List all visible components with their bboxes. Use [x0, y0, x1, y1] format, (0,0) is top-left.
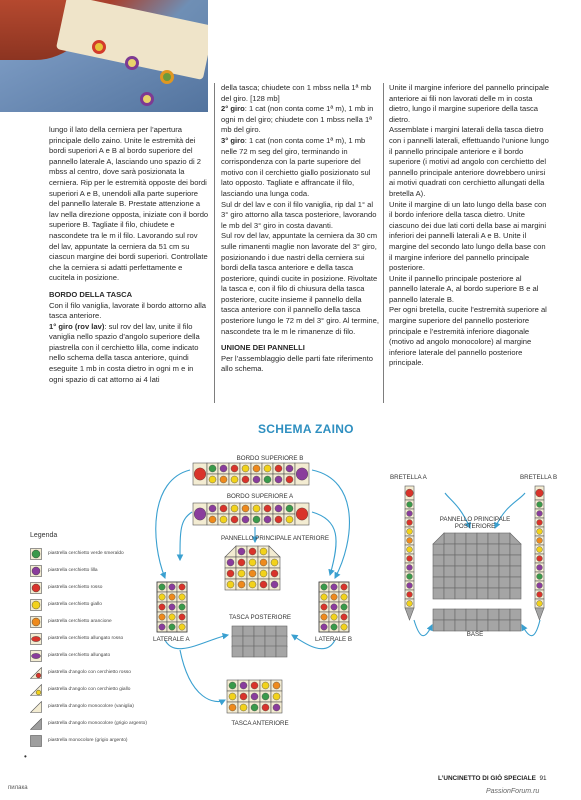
tile-circle: [341, 604, 347, 610]
tile-circle: [407, 502, 413, 508]
tile-circle: [262, 693, 269, 700]
tile-circle: [260, 548, 267, 555]
grey-tile: [466, 566, 477, 577]
paragraph: Unite il margine inferiore del pannello principale anteriore ai fili non lavorati delle m in costa dietro, lungo il margine superiore della tasca dietro.: [389, 83, 552, 124]
tile-circle: [341, 624, 347, 630]
tile-oval: [194, 508, 206, 520]
tile-circle: [209, 505, 216, 512]
paragraph: Con il filo vaniglia, lavorate il bordo attorno alla tasca anteriore.: [49, 300, 209, 321]
bretella-b-tip: [535, 608, 544, 620]
footer-magazine: [438, 775, 547, 782]
tile-circle: [271, 581, 278, 588]
grey-tile: [444, 609, 455, 620]
legend-item: [30, 545, 147, 562]
grey-tile: [510, 577, 521, 588]
grey-tile: [455, 588, 466, 599]
corner-tile: [225, 546, 236, 557]
tile-circle: [249, 581, 256, 588]
grey-tile: [510, 566, 521, 577]
footer-site: PassionForum.ru: [486, 788, 540, 795]
tile-circle: [249, 570, 256, 577]
grey-tile: [488, 555, 499, 566]
tile-circle: [331, 594, 337, 600]
legend-swatch: [30, 599, 42, 611]
tile-circle: [286, 505, 293, 512]
tile-circle: [253, 476, 260, 483]
legend-label: piastrella cerchietto giallo: [48, 602, 102, 607]
tile-circle: [331, 584, 337, 590]
legend-item: [30, 613, 147, 630]
tile-circle: [286, 516, 293, 523]
tile-circle: [169, 624, 175, 630]
legend: [30, 532, 147, 749]
tile-circle: [275, 505, 282, 512]
tile-circle: [231, 516, 238, 523]
tile-circle: [229, 682, 236, 689]
tile-circle: [407, 556, 413, 562]
grey-tile: [455, 533, 466, 544]
tile-circle: [179, 614, 185, 620]
legend-label: piastrella cerchietto arancione: [48, 619, 112, 624]
grey-tile: [265, 626, 276, 637]
grey-tile: [488, 609, 499, 620]
tile-circle: [242, 465, 249, 472]
magazine-name: L’UNCINETTO DI GIÒ SPECIALE: [438, 775, 536, 782]
tile-circle: [537, 592, 543, 598]
grey-tile: [276, 626, 287, 637]
tile-circle: [260, 581, 267, 588]
tile-circle: [407, 592, 413, 598]
tile-circle: [238, 548, 245, 555]
grey-tile: [444, 566, 455, 577]
legend-swatch: [30, 650, 42, 662]
round-label: 1° giro (rov lav): [49, 321, 105, 331]
tile-circle: [407, 520, 413, 526]
tile-circle: [286, 465, 293, 472]
grey-tile: [466, 544, 477, 555]
schema-title: SCHEMA ZAINO: [258, 422, 354, 436]
grey-tile: [488, 577, 499, 588]
grey-tile: [243, 626, 254, 637]
paragraph: della tasca; chiudete con 1 mbss nella 1ª mb del giro. [128 mb]: [221, 83, 374, 103]
tile-circle: [260, 570, 267, 577]
tile-circle: [242, 505, 249, 512]
grey-tile: [466, 577, 477, 588]
grey-tile: [510, 555, 521, 566]
tile-circle: [275, 465, 282, 472]
tile-circle: [227, 581, 234, 588]
tile-circle: [407, 574, 413, 580]
tile-circle: [249, 548, 256, 555]
assembly-arrow: [180, 512, 192, 560]
tile-circle: [231, 505, 238, 512]
grey-tile: [254, 646, 265, 657]
legend-label: piastrella monocolore (grigio argento): [48, 738, 128, 743]
corner-tile-grey: [510, 533, 521, 544]
tile-circle: [251, 704, 258, 711]
tile-circle: [240, 704, 247, 711]
tile-circle: [264, 465, 271, 472]
tile-circle: [209, 476, 216, 483]
tile-circle: [227, 570, 234, 577]
tile-circle: [220, 505, 227, 512]
grey-tile: [444, 544, 455, 555]
label-bretella-a: BRETELLA A: [390, 474, 427, 481]
tile-circle: [227, 559, 234, 566]
tile-circle: [341, 594, 347, 600]
grey-tile: [444, 533, 455, 544]
tile-circle: [275, 476, 282, 483]
tile-circle: [264, 516, 271, 523]
footer-left-text: пилака: [8, 785, 28, 791]
tile-circle: [321, 624, 327, 630]
round-label: 3° giro: [221, 135, 245, 145]
assembly-arrow: [156, 470, 190, 578]
tile-circle: [209, 516, 216, 523]
legend-swatch: [30, 684, 42, 696]
tile-circle: [253, 516, 260, 523]
tile-circle: [341, 614, 347, 620]
tile-circle: [220, 516, 227, 523]
round-label: 2° giro: [221, 104, 245, 114]
label-laterale-a: LATERALE A: [153, 636, 190, 643]
grey-tile: [499, 533, 510, 544]
legend-label: piastrella d’angolo monocolore (grigio argento): [48, 721, 147, 726]
legend-label: piastrella cerchietto allungato rosso: [48, 636, 124, 641]
grey-tile: [232, 646, 243, 657]
tile-circle: [240, 682, 247, 689]
grey-tile: [455, 566, 466, 577]
legend-item: [30, 562, 147, 579]
tile-circle: [159, 624, 165, 630]
label-bordo-superiore-b: BORDO SUPERIORE B: [236, 455, 304, 462]
grey-tile: [466, 620, 477, 631]
tile-circle: [273, 682, 280, 689]
tile-circle: [407, 538, 413, 544]
tile-circle: [275, 516, 282, 523]
tile-circle: [159, 584, 165, 590]
tile-circle: [273, 704, 280, 711]
tile-circle: [271, 570, 278, 577]
legend-swatch: [30, 667, 42, 679]
paragraph: Unite il pannello principale posteriore al pannello laterale A, al bordo superiore B e al pannello laterale B.: [389, 273, 541, 304]
tile-circle: [262, 682, 269, 689]
tile-circle: [407, 511, 413, 517]
paragraph: Assemblate i margini laterali della tasca dietro con i pannelli laterali, effettuando l’unione lungo il pannello principale anteriore e il bordo superiore (i motivi ad angolo con cerchietto del pannello principale anteriore dovrebbero unirsi ai motivi quadrati con cerchietto allungati della bretella A).: [389, 125, 551, 198]
tile-circle: [251, 693, 258, 700]
grey-tile: [433, 544, 444, 555]
grey-tile: [488, 533, 499, 544]
legend-item: [30, 698, 147, 715]
tile-circle: [407, 565, 413, 571]
legend-swatch: [30, 633, 42, 645]
tile-circle: [253, 505, 260, 512]
paragraph: Sul rov del lav, appuntate la cerniera da 30 cm sulle rimanenti maglie non lavorate del 3° giro, posizionando i due nastri della cerniera sui bordi della tasca anteriore e della tasca posteriore, quindi cucite in posizione. Rivoltate la tasca e, con il filo di chiusura della tasca posteriore, cucite insieme il pannello della tasca anteriore con il pannello della tasca posteriore lungo le 72 m del 3° giro. Al termine, nascondete tra le m le rimanenze di filo.: [221, 231, 382, 336]
grey-tile: [243, 636, 254, 647]
grey-tile: [477, 588, 488, 599]
legend-label: piastrella d’angolo monocolore (vaniglia): [48, 704, 134, 709]
paragraph: 1° giro (rov lav): sul rov del lav, unite il filo vaniglia nello spazio d’angolo superiore della piastrella con il cerchietto lilla, come indicato nello schema della tasca anteriore, quindi eseguite 1 mb in costa dietro in ogni m e in ogni spazio di cat attorno ai 4 lati: [49, 321, 202, 384]
tile-circle: [253, 465, 260, 472]
tile-circle: [321, 594, 327, 600]
grey-tile: [455, 544, 466, 555]
tile-circle: [273, 693, 280, 700]
grey-tile: [477, 609, 488, 620]
legend-item: [30, 732, 147, 749]
tile-circle: [249, 559, 256, 566]
tile-circle: [159, 614, 165, 620]
assembly-arrow: [414, 620, 432, 636]
paragraph: 2° giro: 1 cat (non conta come 1ª m), 1 mb in ogni m del giro; chiudete con 1 mbss nella 1ª mb del giro.: [221, 104, 376, 135]
label-base: BASE: [466, 631, 484, 638]
tile-circle: [179, 584, 185, 590]
paragraph: lungo il lato della cerniera per l’apertura principale dello zaino. Unite le estremità dei bordi superiori A e B al bordo superiore del pannello laterale A, lasciando uno spazio di 2 mbss al centro, dove sarà posizionata la cerniera. Rip per le estremità opposte dei bordi superiori A e B, unendoli alla parte superiore del pannello laterale B. Prestate attenzione a lav nella direzione opposta, iniziate con il bordo superiore B. Tagliate il filo, chiudete e nascondete tra le m il filo. Lavorando sul rov del lav, appuntate la cerniera da 51 cm su ciascun margine dei bordi superiori. Controllate che la cerniera si adatti perfettamente e cucitela in posizione.: [49, 125, 211, 283]
grey-tile: [488, 620, 499, 631]
tile-circle: [407, 529, 413, 535]
grey-tile: [499, 609, 510, 620]
grey-tile: [433, 588, 444, 599]
tile-circle: [220, 465, 227, 472]
grey-tile: [444, 620, 455, 631]
paragraph: Per ogni bretella, cucite l’estremità superiore al margine superiore del pannello posteriore principale e l’estremità inferiore diagonale (motivo ad angolo monocolore) al margine inferiore laterale del pannello posteriore principale.: [389, 305, 549, 368]
tile-circle: [169, 584, 175, 590]
grey-tile: [455, 555, 466, 566]
tile-circle: [169, 604, 175, 610]
assembly-arrow: [312, 512, 336, 575]
grey-tile: [488, 588, 499, 599]
tile-circle: [264, 476, 271, 483]
tile-circle: [537, 502, 543, 508]
tile-circle: [240, 693, 247, 700]
tile-circle: [231, 465, 238, 472]
grey-tile: [510, 544, 521, 555]
tile-circle: [537, 538, 543, 544]
tile-circle: [537, 520, 543, 526]
label-tasca-posteriore: TASCA POSTERIORE: [228, 614, 292, 621]
tile-circle: [286, 476, 293, 483]
grey-tile: [433, 609, 444, 620]
label-pannello-principale-posteriore: PANNELLO PRINCIPALE POSTERIORE: [439, 516, 511, 530]
grey-tile: [499, 555, 510, 566]
grey-tile: [477, 620, 488, 631]
tile-circle: [537, 511, 543, 517]
tile-circle: [209, 465, 216, 472]
legend-item: [30, 630, 147, 647]
grey-tile: [444, 588, 455, 599]
label-laterale-b: LATERALE B: [315, 636, 353, 643]
grey-tile: [477, 566, 488, 577]
assembly-arrow: [522, 620, 540, 636]
grey-tile: [499, 577, 510, 588]
legend-swatch: [30, 582, 42, 594]
bretella-a-tip: [405, 608, 414, 620]
tile-circle: [238, 581, 245, 588]
grey-tile: [254, 626, 265, 637]
grey-tile: [499, 620, 510, 631]
grey-tile: [455, 577, 466, 588]
grey-tile: [254, 636, 265, 647]
tile-circle: [242, 476, 249, 483]
legend-label: piastrella d’angolo con cerchietto rosso: [48, 670, 131, 675]
tile-circle: [407, 583, 413, 589]
tile-circle: [220, 476, 227, 483]
grey-tile: [477, 555, 488, 566]
tile-circle: [169, 594, 175, 600]
legend-item: [30, 664, 147, 681]
grey-tile: [455, 609, 466, 620]
corner-tile: [269, 546, 280, 557]
tile-circle: [341, 584, 347, 590]
tile-circle: [262, 704, 269, 711]
grey-tile: [433, 555, 444, 566]
grey-tile: [433, 566, 444, 577]
grey-tile: [466, 555, 477, 566]
grey-tile: [444, 555, 455, 566]
tile-circle: [537, 565, 543, 571]
tile-circle: [238, 559, 245, 566]
legend-item: [30, 715, 147, 732]
corner-tile-grey: [433, 533, 444, 544]
tile-circle: [321, 604, 327, 610]
grey-tile: [499, 544, 510, 555]
grey-tile: [276, 636, 287, 647]
grey-tile: [477, 533, 488, 544]
legend-item: [30, 681, 147, 698]
tile-circle: [537, 556, 543, 562]
legend-label: piastrella cerchietto rosso: [48, 585, 103, 590]
legend-item: [30, 579, 147, 596]
legend-label: piastrella cerchietto allungato: [48, 653, 111, 658]
tile-circle: [231, 476, 238, 483]
tile-circle: [264, 505, 271, 512]
grey-tile: [232, 626, 243, 637]
grey-tile: [499, 566, 510, 577]
legend-swatch: [30, 548, 42, 560]
legend-item: [30, 596, 147, 613]
legend-label: piastrella cerchietto lilla: [48, 568, 98, 573]
label-tasca-anteriore: TASCA ANTERIORE: [231, 720, 289, 727]
label-bordo-superiore-a: BORDO SUPERIORE A: [226, 493, 294, 500]
grey-tile: [466, 533, 477, 544]
grey-tile: [477, 577, 488, 588]
tile-oval: [296, 468, 308, 480]
tile-circle: [229, 704, 236, 711]
tile-circle: [229, 693, 236, 700]
grey-tile: [276, 646, 287, 657]
grey-tile: [488, 544, 499, 555]
tile-circle: [238, 570, 245, 577]
tile-circle: [537, 547, 543, 553]
grey-tile: [243, 646, 254, 657]
tile-circle: [260, 559, 267, 566]
legend-swatch: [30, 565, 42, 577]
section-heading: BORDO DELLA TASCA: [49, 289, 133, 299]
tile-circle: [537, 583, 543, 589]
legend-swatch: [30, 701, 42, 713]
tile-circle: [331, 624, 337, 630]
legend-swatch: [30, 616, 42, 628]
section-heading: UNIONE DEI PANNELLI: [221, 343, 305, 353]
grey-tile: [232, 636, 243, 647]
legend-item: [30, 647, 147, 664]
tile-circle: [179, 594, 185, 600]
tile-oval: [536, 489, 544, 497]
grey-tile: [433, 620, 444, 631]
grey-tile: [265, 646, 276, 657]
legend-label: piastrella cerchietto verde smeraldo: [48, 551, 124, 556]
tile-circle: [251, 682, 258, 689]
grey-tile: [466, 588, 477, 599]
tile-circle: [331, 614, 337, 620]
page-number: 91: [539, 775, 547, 782]
paragraph: 3° giro: 1 cat (non conta come 1ª m), 1 mb nelle 72 m seg del giro, terminando in corrispondenza con la parte superiore del motivo con il cerchietto giallo posizionato sul lato opposto. Tagliate e affrancate il filo, lasciando una lunga coda.: [221, 135, 373, 198]
grey-tile: [510, 620, 521, 631]
grey-tile: [477, 544, 488, 555]
tile-circle: [179, 604, 185, 610]
tile-circle: [407, 547, 413, 553]
tile-circle: [169, 614, 175, 620]
tile-circle: [271, 559, 278, 566]
assembly-arrow: [180, 650, 225, 702]
grey-tile: [510, 588, 521, 599]
grey-tile: [510, 609, 521, 620]
legend-swatch: [30, 718, 42, 730]
tile-circle: [321, 584, 327, 590]
grey-tile: [499, 588, 510, 599]
grey-tile: [444, 577, 455, 588]
tile-circle: [179, 624, 185, 630]
tile-oval: [296, 508, 308, 520]
grey-tile: [265, 636, 276, 647]
grey-tile: [488, 566, 499, 577]
legend-bullet: •: [24, 752, 27, 761]
label-pannello-principale-anteriore: PANNELLO PRINCIPALE ANTERIORE: [220, 535, 330, 542]
grey-tile: [466, 609, 477, 620]
tile-circle: [331, 604, 337, 610]
tile-circle: [537, 601, 543, 607]
tile-circle: [407, 601, 413, 607]
grey-tile: [433, 577, 444, 588]
legend-swatch: [30, 735, 42, 747]
paragraph: Unite il margine di un lato lungo della base con il bordo inferiore della tasca dietro. Unite ciascuno dei due lati corti della base ai margini inferiori dei pannelli laterali A e B. Unite il margine del secondo lato lungo della base con il margine inferiore del pannello principale posteriore.: [389, 199, 549, 273]
legend-label: piastrella d’angolo con cerchietto giallo: [48, 687, 131, 692]
label-bretella-b: BRETELLA B: [520, 474, 558, 481]
paragraph: Per l’assemblaggio delle parti fate riferimento allo schema.: [221, 353, 376, 374]
tile-circle: [537, 574, 543, 580]
tile-circle: [242, 516, 249, 523]
grey-tile: [455, 620, 466, 631]
tile-oval: [406, 489, 414, 497]
paragraph: Sul dr del lav e con il filo vaniglia, rip dal 1° al 3° giro attorno alla tasca posteriore, lavorando le mb del 3° giro in costa davanti.: [221, 199, 379, 230]
tile-circle: [159, 594, 165, 600]
tile-circle: [159, 604, 165, 610]
tile-circle: [537, 529, 543, 535]
tile-circle: [321, 614, 327, 620]
tile-oval: [194, 468, 206, 480]
legend-title: Legenda: [30, 532, 58, 539]
